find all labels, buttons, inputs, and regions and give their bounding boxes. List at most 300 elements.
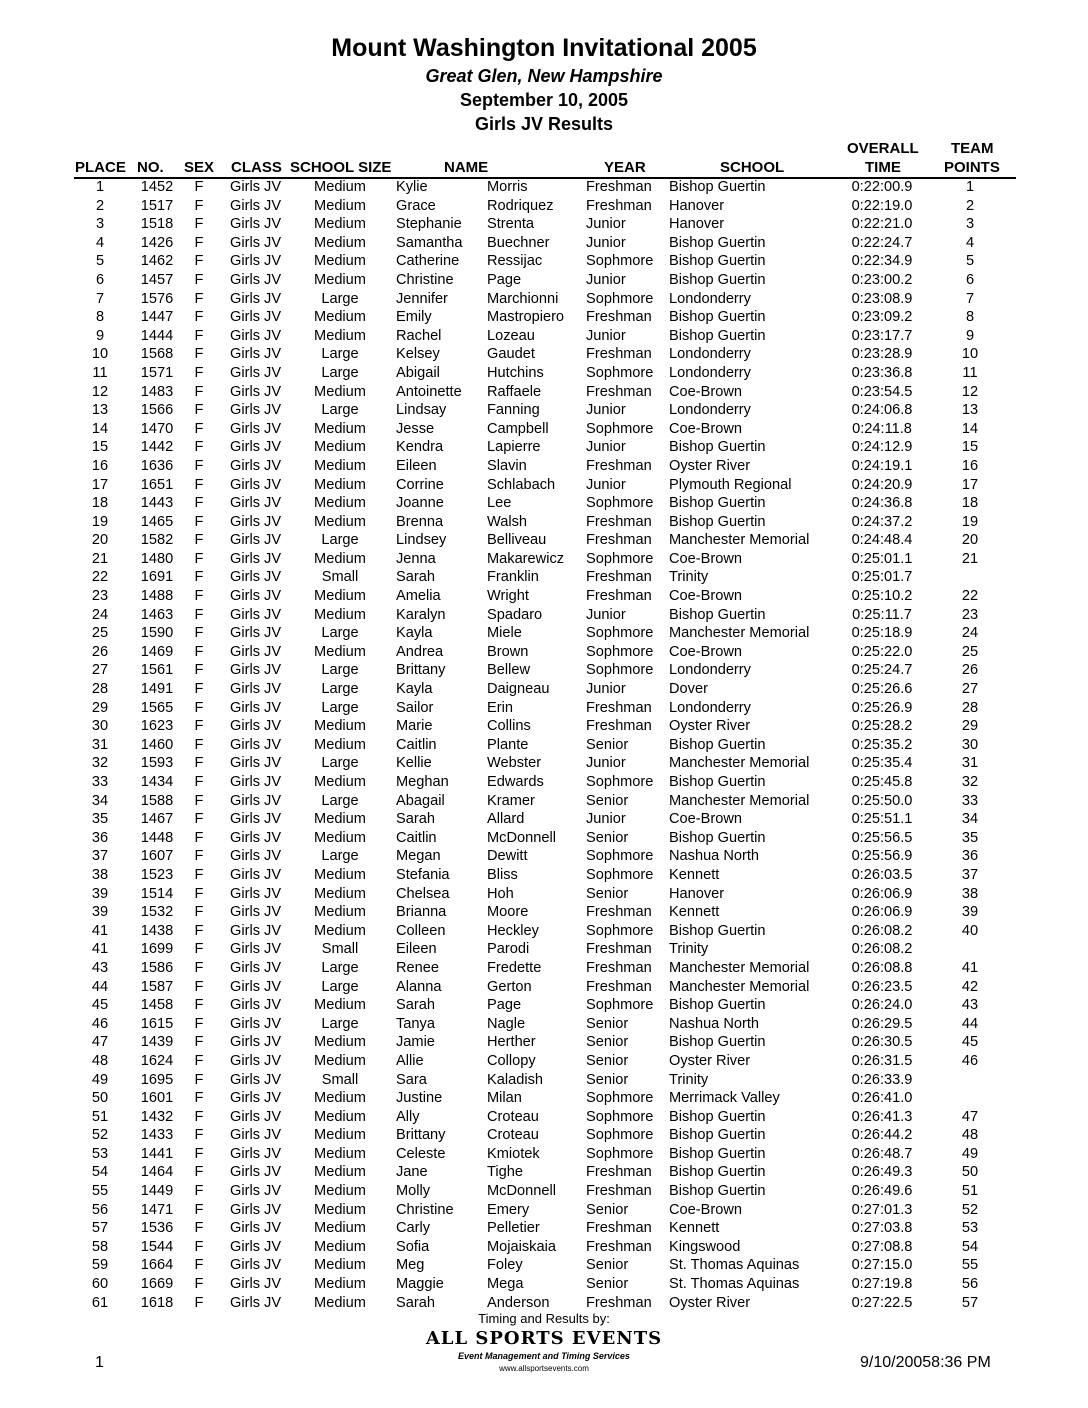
cell-sex: F [194, 1276, 204, 1293]
cell-time: 0:25:35.4 [851, 755, 913, 772]
cell-class: Girls JV [230, 179, 282, 195]
cell-time: 0:22:19.0 [851, 197, 913, 214]
cell-sex: F [194, 420, 204, 437]
cell-school-size: Medium [314, 1183, 366, 1200]
cell-class: Girls JV [230, 234, 282, 251]
cell-class: Girls JV [230, 216, 282, 233]
cell-time: 0:25:26.6 [851, 681, 913, 698]
table-row [0, 457, 1088, 476]
cell-year: Freshman [586, 1183, 652, 1200]
cell-class: Girls JV [230, 420, 282, 437]
cell-points: 13 [961, 402, 979, 419]
cell-class: Girls JV [230, 866, 282, 883]
cell-class: Girls JV [230, 457, 282, 474]
cell-no: 1571 [140, 364, 174, 381]
cell-last-name: Lapierre [487, 439, 541, 456]
cell-place: 9 [95, 327, 105, 344]
cell-no: 1699 [140, 941, 174, 958]
cell-sex: F [194, 1257, 204, 1274]
cell-points: 12 [961, 383, 979, 400]
cell-time: 0:27:15.0 [851, 1257, 913, 1274]
cell-year: Sophmore [586, 550, 654, 567]
cell-time: 0:25:28.2 [851, 718, 913, 735]
cell-school: Bishop Guertin [669, 1127, 766, 1144]
cell-points: 36 [961, 848, 979, 865]
cell-class: Girls JV [230, 290, 282, 307]
cell-last-name: Kaladish [487, 1071, 543, 1088]
cell-time: 0:25:24.7 [851, 662, 913, 679]
cell-points: 35 [961, 829, 979, 846]
cell-no: 1442 [140, 439, 174, 456]
cell-place: 58 [91, 1238, 109, 1255]
col-year: YEAR [604, 159, 646, 176]
table-row [0, 754, 1088, 773]
cell-sex: F [194, 383, 204, 400]
cell-school-size: Medium [314, 309, 366, 326]
cell-class: Girls JV [230, 1127, 282, 1144]
cell-points: 6 [965, 271, 975, 288]
cell-place: 1 [95, 179, 105, 195]
table-row [0, 922, 1088, 941]
cell-no: 1523 [140, 866, 174, 883]
cell-place: 46 [91, 1015, 109, 1032]
table-row [0, 1015, 1088, 1034]
cell-class: Girls JV [230, 736, 282, 753]
cell-place: 61 [91, 1294, 109, 1311]
cell-first-name: Lindsay [396, 402, 447, 419]
cell-place: 27 [91, 662, 109, 679]
cell-class: Girls JV [230, 1220, 282, 1237]
cell-first-name: Sarah [396, 811, 435, 828]
cell-school: St. Thomas Aquinas [669, 1257, 800, 1274]
cell-last-name: Rodriquez [487, 197, 554, 214]
cell-time: 0:23:54.5 [851, 383, 913, 400]
cell-no: 1480 [140, 550, 174, 567]
cell-points: 28 [961, 699, 979, 716]
cell-points: 19 [961, 513, 979, 530]
cell-first-name: Allie [396, 1052, 424, 1069]
cell-year: Senior [586, 885, 629, 902]
table-row [0, 1294, 1088, 1313]
cell-place: 59 [91, 1257, 109, 1274]
cell-class: Girls JV [230, 550, 282, 567]
cell-place: 44 [91, 978, 109, 995]
cell-sex: F [194, 253, 204, 270]
cell-last-name: Campbell [487, 420, 549, 437]
cell-school: Hanover [669, 197, 725, 214]
cell-year: Freshman [586, 1294, 652, 1311]
cell-points: 47 [961, 1108, 979, 1125]
cell-class: Girls JV [230, 532, 282, 549]
cell-no: 1433 [140, 1127, 174, 1144]
cell-first-name: Grace [396, 197, 436, 214]
cell-place: 41 [91, 941, 109, 958]
cell-year: Sophmore [586, 1127, 654, 1144]
cell-last-name: Herther [487, 1034, 536, 1051]
cell-class: Girls JV [230, 1071, 282, 1088]
cell-sex: F [194, 866, 204, 883]
cell-place: 60 [91, 1276, 109, 1293]
table-row [0, 1201, 1088, 1220]
cell-class: Girls JV [230, 271, 282, 288]
cell-time: 0:26:06.9 [851, 904, 913, 921]
cell-time: 0:23:08.9 [851, 290, 913, 307]
cell-first-name: Rachel [396, 327, 442, 344]
cell-class: Girls JV [230, 699, 282, 716]
cell-time: 0:25:50.0 [851, 792, 913, 809]
cell-first-name: Jane [396, 1164, 428, 1181]
cell-points: 18 [961, 495, 979, 512]
cell-sex: F [194, 327, 204, 344]
cell-school-size: Large [321, 290, 359, 307]
cell-school: Nashua North [669, 1015, 760, 1032]
cell-school-size: Large [321, 848, 359, 865]
cell-school: Hanover [669, 216, 725, 233]
cell-school: Londonderry [669, 290, 751, 307]
cell-place: 43 [91, 959, 109, 976]
cell-time: 0:24:12.9 [851, 439, 913, 456]
cell-sex: F [194, 699, 204, 716]
cell-school-size: Medium [314, 457, 366, 474]
cell-first-name: Stefania [396, 866, 450, 883]
cell-year: Sophmore [586, 774, 654, 790]
cell-place: 30 [91, 718, 109, 735]
cell-school-size: Medium [314, 550, 366, 567]
cell-sex: F [194, 978, 204, 995]
cell-school-size: Medium [314, 513, 366, 530]
cell-no: 1491 [140, 681, 174, 698]
cell-place: 17 [91, 476, 109, 493]
cell-points: 52 [961, 1201, 979, 1218]
cell-points: 5 [965, 253, 975, 270]
cell-points: 11 [962, 364, 978, 381]
cell-class: Girls JV [230, 606, 282, 623]
cell-class: Girls JV [230, 1034, 282, 1051]
cell-school: Manchester Memorial [669, 532, 810, 549]
cell-school: Kennett [669, 1220, 720, 1237]
cell-place: 8 [95, 309, 105, 326]
cell-school: Bishop Guertin [669, 1108, 766, 1125]
cell-place: 29 [91, 699, 109, 716]
cell-sex: F [194, 513, 204, 530]
cell-time: 0:25:10.2 [851, 588, 913, 605]
table-row [0, 829, 1088, 848]
cell-time: 0:24:11.8 [852, 420, 912, 437]
cell-place: 47 [91, 1034, 109, 1051]
cell-school-size: Medium [314, 1034, 366, 1051]
cell-points: 38 [961, 885, 979, 902]
cell-no: 1467 [140, 811, 174, 828]
cell-no: 1695 [140, 1071, 174, 1088]
cell-sex: F [194, 216, 204, 233]
cell-school-size: Medium [314, 1090, 366, 1107]
cell-year: Sophmore [586, 848, 654, 865]
table-row [0, 568, 1088, 587]
cell-sex: F [194, 439, 204, 456]
table-row [0, 1052, 1088, 1071]
cell-class: Girls JV [230, 1108, 282, 1125]
cell-time: 0:26:31.5 [851, 1052, 913, 1069]
cell-time: 0:26:30.5 [851, 1034, 913, 1051]
cell-year: Freshman [586, 718, 652, 735]
cell-school: Trinity [669, 1071, 709, 1088]
cell-first-name: Sarah [396, 1294, 435, 1311]
cell-first-name: Justine [396, 1090, 443, 1107]
cell-place: 16 [91, 457, 109, 474]
table-row [0, 1182, 1088, 1201]
cell-year: Senior [586, 1257, 629, 1274]
cell-school-size: Medium [314, 1276, 366, 1293]
cell-time: 0:25:56.9 [851, 848, 913, 865]
cell-school-size: Small [321, 1071, 359, 1088]
cell-sex: F [194, 606, 204, 623]
cell-year: Sophmore [586, 997, 654, 1014]
cell-no: 1568 [140, 346, 174, 363]
cell-first-name: Kendra [396, 439, 444, 456]
cell-no: 1443 [140, 495, 174, 512]
cell-points: 10 [961, 346, 979, 363]
cell-place: 12 [91, 383, 109, 400]
cell-place: 45 [91, 997, 109, 1014]
cell-no: 1460 [140, 736, 174, 753]
cell-school-size: Medium [314, 829, 366, 846]
cell-points: 51 [961, 1183, 979, 1200]
table-row [0, 810, 1088, 829]
cell-time: 0:25:56.5 [851, 829, 913, 846]
cell-time: 0:26:48.7 [851, 1145, 913, 1162]
table-row [0, 345, 1088, 364]
cell-time: 0:26:33.9 [851, 1071, 913, 1088]
cell-points: 20 [961, 532, 979, 549]
cell-school: Bishop Guertin [669, 179, 766, 195]
cell-time: 0:23:17.7 [851, 327, 913, 344]
cell-school: Bishop Guertin [669, 774, 766, 790]
cell-last-name: Mastropiero [487, 309, 565, 326]
cell-no: 1458 [140, 997, 174, 1014]
cell-year: Senior [586, 1034, 629, 1051]
table-row [0, 940, 1088, 959]
table-row [0, 401, 1088, 420]
cell-place: 34 [91, 792, 109, 809]
cell-no: 1664 [140, 1257, 174, 1274]
cell-time: 0:23:36.8 [851, 364, 913, 381]
cell-class: Girls JV [230, 439, 282, 456]
cell-place: 56 [91, 1201, 109, 1218]
cell-year: Sophmore [586, 625, 654, 642]
cell-no: 1426 [140, 234, 174, 251]
cell-school: Bishop Guertin [669, 513, 766, 530]
table-row [0, 792, 1088, 811]
cell-sex: F [194, 569, 204, 586]
cell-year: Freshman [586, 1164, 652, 1181]
cell-points: 15 [961, 439, 979, 456]
cell-school-size: Medium [314, 1052, 366, 1069]
cell-last-name: Mega [487, 1276, 524, 1293]
cell-year: Senior [586, 736, 629, 753]
cell-first-name: Abigail [396, 364, 440, 381]
cell-time: 0:25:11.7 [852, 606, 912, 623]
cell-no: 1566 [140, 402, 174, 419]
cell-no: 1518 [140, 216, 174, 233]
cell-points: 8 [965, 309, 975, 326]
cell-class: Girls JV [230, 904, 282, 921]
cell-school: Bishop Guertin [669, 439, 766, 456]
cell-school-size: Medium [314, 866, 366, 883]
cell-last-name: Plante [487, 736, 529, 753]
cell-first-name: Corrine [396, 476, 444, 493]
cell-school-size: Medium [314, 179, 366, 195]
cell-no: 1483 [140, 383, 174, 400]
cell-place: 39 [91, 904, 109, 921]
cell-school-size: Medium [314, 643, 366, 660]
table-row [0, 327, 1088, 346]
cell-no: 1465 [140, 513, 174, 530]
cell-school: Londonderry [669, 402, 751, 419]
cell-last-name: Croteau [487, 1127, 539, 1144]
cell-school: Coe-Brown [669, 811, 742, 828]
cell-no: 1615 [140, 1015, 174, 1032]
cell-class: Girls JV [230, 755, 282, 772]
cell-year: Junior [586, 681, 626, 698]
table-row [0, 959, 1088, 978]
cell-year: Sophmore [586, 420, 654, 437]
cell-time: 0:27:01.3 [851, 1201, 913, 1218]
cell-first-name: Jennifer [396, 290, 448, 307]
cell-sex: F [194, 271, 204, 288]
cell-place: 2 [95, 197, 105, 214]
cell-place: 20 [91, 532, 109, 549]
cell-time: 0:24:48.4 [851, 532, 913, 549]
cell-points: 33 [961, 792, 979, 809]
cell-time: 0:23:09.2 [851, 309, 913, 326]
cell-sex: F [194, 922, 204, 939]
cell-first-name: Brittany [396, 1127, 446, 1144]
cell-class: Girls JV [230, 1276, 282, 1293]
cell-school: Coe-Brown [669, 1201, 742, 1218]
cell-no: 1464 [140, 1164, 174, 1181]
cell-sex: F [194, 1034, 204, 1051]
cell-school-size: Medium [314, 1294, 366, 1311]
cell-year: Sophmore [586, 290, 654, 307]
cell-first-name: Celeste [396, 1145, 446, 1162]
cell-year: Junior [586, 755, 626, 772]
cell-place: 19 [91, 513, 109, 530]
cell-school-size: Medium [314, 327, 366, 344]
cell-class: Girls JV [230, 1090, 282, 1107]
cell-place: 7 [95, 290, 105, 307]
cell-last-name: Wright [487, 588, 529, 605]
cell-class: Girls JV [230, 309, 282, 326]
cell-points: 7 [965, 290, 975, 307]
cell-year: Freshman [586, 179, 652, 195]
table-row [0, 1163, 1088, 1182]
cell-sex: F [194, 290, 204, 307]
cell-first-name: Molly [396, 1183, 431, 1200]
cell-points: 34 [961, 811, 979, 828]
cell-time: 0:25:51.1 [851, 811, 913, 828]
cell-no: 1439 [140, 1034, 174, 1051]
cell-school: Bishop Guertin [669, 327, 766, 344]
cell-school: Bishop Guertin [669, 1034, 766, 1051]
cell-place: 32 [91, 755, 109, 772]
cell-year: Senior [586, 1015, 629, 1032]
cell-school: Coe-Brown [669, 383, 742, 400]
cell-sex: F [194, 1238, 204, 1255]
cell-no: 1588 [140, 792, 174, 809]
cell-school: Bishop Guertin [669, 234, 766, 251]
cell-class: Girls JV [230, 829, 282, 846]
cell-last-name: Edwards [487, 774, 544, 790]
table-row [0, 1145, 1088, 1164]
cell-time: 0:27:03.8 [851, 1220, 913, 1237]
cell-school-size: Large [321, 681, 359, 698]
cell-school-size: Large [321, 402, 359, 419]
cell-year: Sophmore [586, 1145, 654, 1162]
cell-school-size: Large [321, 662, 359, 679]
table-row [0, 736, 1088, 755]
table-row [0, 197, 1088, 216]
cell-last-name: Parodi [487, 941, 530, 958]
cell-year: Freshman [586, 532, 652, 549]
cell-class: Girls JV [230, 774, 282, 790]
cell-no: 1447 [140, 309, 174, 326]
cell-first-name: Lindsey [396, 532, 447, 549]
cell-year: Sophmore [586, 662, 654, 679]
cell-last-name: Morris [487, 179, 528, 195]
cell-year: Freshman [586, 197, 652, 214]
cell-school: Plymouth Regional [669, 476, 792, 493]
col-school: SCHOOL [720, 159, 785, 176]
cell-class: Girls JV [230, 1164, 282, 1181]
cell-school: Bishop Guertin [669, 1145, 766, 1162]
cell-time: 0:24:19.1 [851, 457, 913, 474]
cell-place: 39 [91, 885, 109, 902]
cell-sex: F [194, 774, 204, 790]
cell-school-size: Large [321, 532, 359, 549]
cell-points: 27 [961, 681, 979, 698]
cell-no: 1582 [140, 532, 174, 549]
cell-first-name: Kylie [396, 179, 428, 195]
cell-points: 3 [965, 216, 975, 233]
cell-no: 1438 [140, 922, 174, 939]
cell-sex: F [194, 885, 204, 902]
cell-year: Junior [586, 811, 626, 828]
logo-tagline: Event Management and Timing Services [458, 1351, 630, 1361]
cell-class: Girls JV [230, 1183, 282, 1200]
cell-time: 0:24:37.2 [851, 513, 913, 530]
cell-place: 52 [91, 1127, 109, 1144]
cell-place: 55 [91, 1183, 109, 1200]
cell-points: 48 [961, 1127, 979, 1144]
table-row [0, 773, 1088, 792]
cell-last-name: Collopy [487, 1052, 536, 1069]
table-row [0, 364, 1088, 383]
cell-last-name: Brown [487, 643, 529, 660]
cell-time: 0:27:08.8 [851, 1238, 913, 1255]
cell-place: 26 [91, 643, 109, 660]
cell-no: 1463 [140, 606, 174, 623]
cell-sex: F [194, 1164, 204, 1181]
cell-class: Girls JV [230, 997, 282, 1014]
cell-time: 0:23:00.2 [851, 271, 913, 288]
cell-points: 40 [961, 922, 979, 939]
cell-school: Bishop Guertin [669, 922, 766, 939]
cell-class: Girls JV [230, 402, 282, 419]
cell-no: 1601 [140, 1090, 174, 1107]
cell-place: 10 [91, 346, 109, 363]
cell-time: 0:25:01.1 [851, 550, 913, 567]
cell-school: Oyster River [669, 1052, 751, 1069]
